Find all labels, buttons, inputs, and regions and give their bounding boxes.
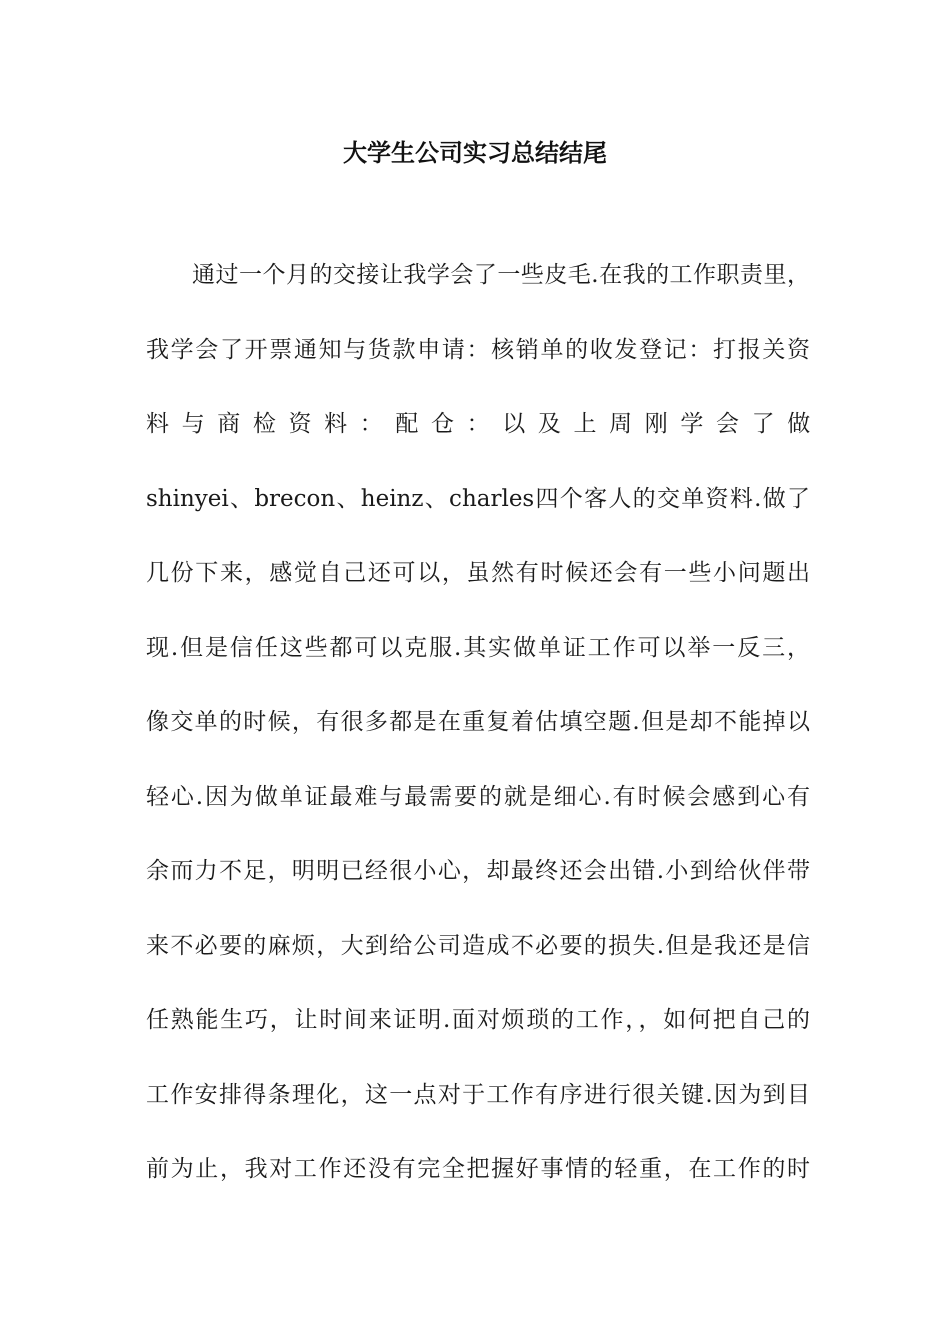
paragraph-line: 通过一个月的交接让我学会了一些皮毛.在我的工作职责里， xyxy=(192,262,810,288)
document-title: 大学生公司实习总结结尾 xyxy=(343,138,607,167)
paragraph-line: 我学会了开票通知与货款申请：核销单的收发登记：打报关资 xyxy=(146,336,810,363)
paragraph-line: 前为止，我对工作还没有完全把握好事情的轻重，在工作的时 xyxy=(146,1156,810,1182)
paragraph-line: shinyei、brecon、heinz、charles四个客人的交单资料.做了 xyxy=(146,485,810,512)
paragraph-line: 工作安排得条理化，这一点对于工作有序进行很关键.因为到目 xyxy=(146,1081,810,1108)
paragraph-line: 像交单的时候，有很多都是在重复着估填空题.但是却不能掉以 xyxy=(146,709,810,735)
paragraph-line: 余而力不足，明明已经很小心，却最终还会出错.小到给伙伴带 xyxy=(146,858,810,884)
paragraph-line: 几份下来，感觉自己还可以，虽然有时候还会有一些小问题出 xyxy=(146,560,810,586)
paragraph-line: 任熟能生巧，让时间来证明.面对烦琐的工作，，如何把自己的 xyxy=(146,1007,810,1033)
paragraph-line: 来不必要的麻烦，大到给公司造成不必要的损失.但是我还是信 xyxy=(146,932,810,959)
paragraph-line: 现.但是信任这些都可以克服.其实做单证工作可以举一反三， xyxy=(146,634,810,661)
paragraph-line: 料 与 商 检 资 料 ： 配 仓 ： 以 及 上 周 刚 学 会 了 做 xyxy=(146,411,810,437)
document-body xyxy=(146,255,810,1224)
paragraph-line: 轻心.因为做单证最难与最需要的就是细心.有时候会感到心有 xyxy=(146,783,810,810)
